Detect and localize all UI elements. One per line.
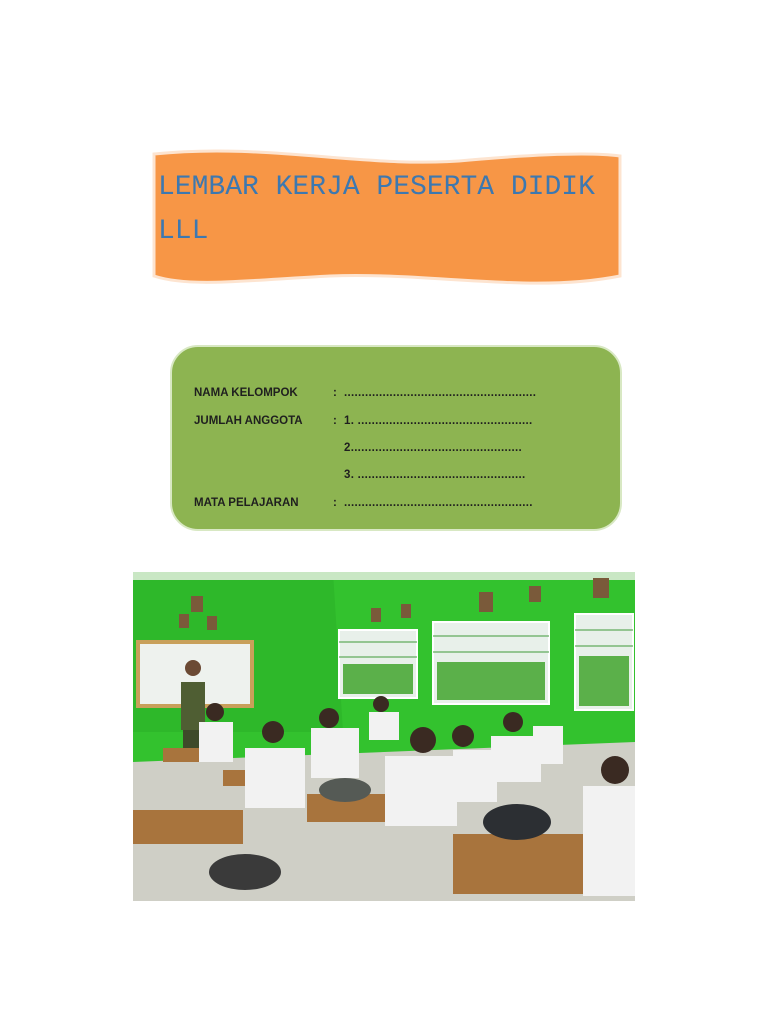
identity-card — [170, 345, 622, 531]
row-value[interactable]: ....................................................... — [344, 387, 537, 399]
row-label: MATA PELAJARAN — [194, 497, 299, 509]
classroom-illustration — [133, 572, 635, 901]
row-label: NAMA KELOMPOK — [194, 387, 298, 399]
row-colon: : — [333, 497, 337, 509]
banner-title-line1: LEMBAR KERJA PESERTA DIDIK — [158, 172, 595, 203]
row-value[interactable]: 2................................................. — [344, 442, 522, 454]
banner-title-line2: LLL — [158, 216, 209, 247]
banner-title — [158, 166, 608, 254]
classroom-photo — [133, 572, 635, 901]
row-colon: : — [333, 387, 337, 399]
title-banner — [150, 148, 624, 292]
row-value[interactable]: 3. ................................................ — [344, 469, 526, 481]
row-value[interactable]: 1. .................................................. — [344, 415, 533, 427]
row-value[interactable]: ...................................................... — [344, 497, 533, 509]
row-colon: : — [333, 415, 337, 427]
row-label: JUMLAH ANGGOTA — [194, 415, 303, 427]
